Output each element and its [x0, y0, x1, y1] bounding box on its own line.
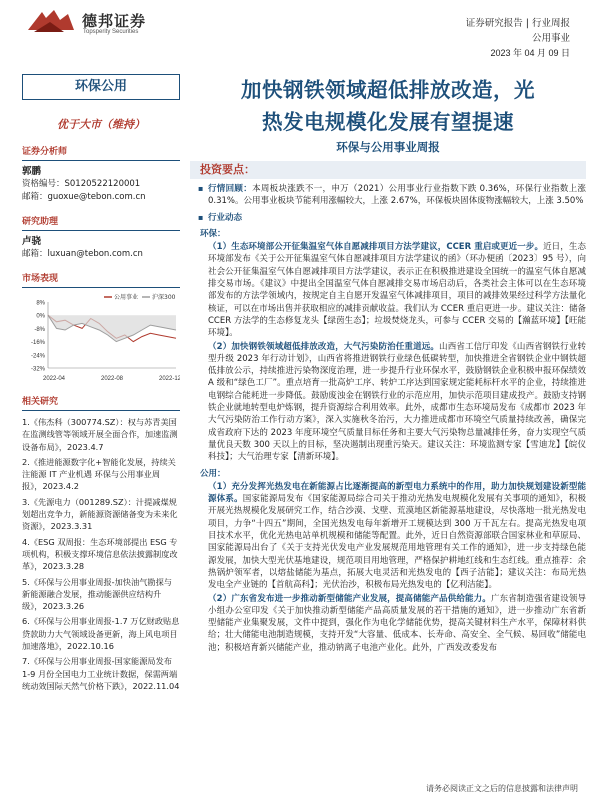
y-tick-label: -24% — [30, 353, 45, 360]
analyst-email[interactable]: 邮箱：guoxue@tebon.com.cn — [22, 192, 146, 202]
page-header — [0, 0, 600, 70]
y-tick-label: 8% — [36, 300, 45, 307]
report-meta — [466, 16, 570, 61]
y-tick-label: 0% — [36, 313, 45, 320]
page-footer: 请务必阅读正文之后的信息披露和法律声明 — [426, 784, 578, 793]
util-paragraph-1 — [208, 481, 586, 592]
brand-name: 德邦证券 — [82, 12, 147, 30]
report-date: 2023 年 04 月 09 日 — [490, 48, 570, 58]
util-paragraph-2 — [208, 593, 586, 654]
analyst-name: 郭鹏 — [22, 166, 42, 177]
util-p1-head: （1）充分发挥光热发电在新能源占比逐渐提高的新型电力系统中的作用，助力加快规划建设新型能源体系。 — [208, 481, 586, 505]
market-review-text: 本周板块涨跌不一，申万（2021）公用事业行业指数下跌 0.36%，环保行业指数上涨 0.31%。公用事业板块节能利用涨幅较大，上涨 2.67%，环保板块固体废物涨幅较大，上涨 3.50% — [208, 184, 586, 207]
y-tick-label: -32% — [30, 366, 45, 373]
report-type: 证券研究报告 | 行业周报 — [465, 18, 570, 29]
related-item[interactable]: 7.《环保与公用事业周报-国家能源局发布 1-9 月份全国电力工业统计数据，保需两端统动效国际天然气价格下跌》，2022.11.04 — [22, 656, 180, 691]
sidebar — [22, 74, 180, 695]
env-p1-head: （1）生态环境部公开征集温室气体自愿减排项目方法学建议，CCER 重启或更近一步。 — [208, 242, 544, 253]
main-content — [190, 74, 586, 654]
related-item[interactable]: 4.《ESG 双周报：生态环境部提出 ESG 专项机构，积极支撑环境信息依法披露制度改革》，2023.3.28 — [22, 536, 178, 572]
report-title-line2: 热发电规模化发展有望提速 — [262, 110, 514, 134]
industry-trend-label: 行业动态 — [208, 212, 243, 223]
env-p2-head: （2）加快钢铁领域超低排放改造，大气污染防治任重道远。 — [208, 341, 440, 352]
assistant-name: 卢骁 — [22, 236, 42, 247]
market-review — [200, 183, 586, 208]
report-title-line1: 加快钢铁领域超低排放改造，光 — [241, 78, 535, 102]
y-tick-label: -16% — [30, 340, 45, 347]
x-tick-label: 2022-12 — [158, 376, 180, 382]
investment-points-header: 投资要点： — [190, 161, 586, 179]
related-list — [22, 416, 180, 692]
related-item[interactable]: 6.《环保与公用事业周报-1.7 万亿财政贴息贷款助力大气领域设备更新，海上风电项目加速落地》，2022.10.16 — [22, 616, 180, 652]
industry-trend-head — [200, 212, 586, 224]
brand-name-en: Topsperity Securities — [83, 29, 139, 35]
related-section-title: 相关研究 — [22, 394, 180, 411]
x-tick-label: 2022-08 — [100, 376, 124, 382]
legend-label: 沪深300 — [152, 294, 176, 301]
env-section-head: 环保： — [200, 228, 226, 239]
related-item[interactable]: 2.《推进能源数字化+智能化发展，持续关注能源 IT 产业机遇 环保与公用事业周报》，2023.4.2 — [22, 456, 176, 492]
related-item[interactable]: 1.《伟杰科（300774.SZ）：权与苏青美国在监测线管等领域开展全面合作，加速监测设备布局》，2023.4.7 — [22, 417, 178, 452]
assistant-email[interactable]: 邮箱：luxuan@tebon.com.cn — [22, 249, 143, 259]
related-item[interactable]: 3.《先源电力（001289.SZ）：汁提减煤规划超出竞争力，新能源资源储备变为未来化资源》，2023.3.31 — [22, 496, 178, 532]
legend-label: 公用事业 — [114, 294, 139, 301]
x-tick-label: 2022-04 — [42, 376, 66, 382]
market-chart-svg — [22, 292, 180, 384]
analyst-section-title: 证券分析师 — [22, 144, 180, 161]
company-logo-icon — [24, 8, 79, 36]
env-p1-text: 近日，生态环境部发布《关于公开征集温室气体自愿减排项目方法学建议的函》（环办便函〔2023〕95 号），向社会公开征集温室气体自愿减排项目方法学建议，表示正在积极推进建设全国统一的温室气体自愿减排交易市场。《建议》中提出全国温室气体自愿减排交易市场启动后，各类社会主体可以在生态环境部发布的方法学领域内，按规定自主自愿开发温室气体减排项目，项目的减排效果经过科学方法量化核证，可以在市场出售并获取相应的减排贡献收益。我们认为 CCER 重启更进一步。建议关注：储备 CCER 方法学的生态修复龙头【绿茵生态】；垃圾焚烧龙头，可参与 CCER 交易的【瀚蓝环境】【旺能环境】。 — [208, 242, 586, 339]
report-subtitle: 环保与公用事业周报 — [336, 140, 440, 154]
env-paragraph-2 — [208, 341, 586, 464]
util-p2-text: 广东省制造强省建设领导小组办公室印发《关于加快推动新型储能产品高质量发展的若干措施的通知》，进一步推动广东省新型储能产业集聚发展，文件中提到，强化作为电化学储能优势，提高关键材料生产水平，保障材料供给；壮大储能电池制造规模，支持开发“大容量、低成本、长寿命、高安全、全气候、易回收”储能电池；积极培育新兴储能产业，推动钠离子电池产业化。此外，广西发改委发布 — [208, 593, 586, 653]
sector-label: 环保公用 — [22, 74, 180, 100]
related-item[interactable]: 5.《环保与公用事业周报-加快油气勘探与新能源融合发展，推动能源供应结构升级》，2023.3.26 — [22, 576, 172, 612]
market-chart — [22, 292, 180, 384]
market-section-title: 市场表现 — [22, 271, 180, 288]
report-section: 公用事业 — [531, 33, 570, 44]
y-tick-label: -8% — [34, 326, 45, 333]
market-review-head: 行情回顾： — [208, 184, 253, 194]
util-p1-text: 国家能源局发布《国家能源局综合司关于推动光热发电规模化发展有关事项的通知》，积极开展光热规模化发展研究工作，结合沙漠、戈壁、荒漠地区新能源基地建设，尽快落地一批光热发电项目，力争“十四五”期间，全国光热发电每年新增开工规模达到 300 万千瓦左右。提高光热发电项目技术水平，优化光热电站单机规模和储能等配置。此外，近日自然资源部联合国家林业和草原局、国家能源局出台了《关于支持光伏发电产业发展规范用地管理有关工作的通知》，进一步支持绿色能源发展，加快大型光伏基地建设，规范项目用地管理，严格保护耕地红线和生态红线。重点推荐：余热锅炉领军者，以熔盐储能为基点，拓展大电灵活和光热发电的【西子洁能】；建议关注：布局光热发电全产业链的【首航高科】；光伏治沙，积极布局光热发电的【亿利洁能】。 — [208, 494, 586, 591]
rating-label: 优于大市（维持） — [57, 118, 145, 131]
env-paragraph-1 — [208, 241, 586, 339]
util-section-head: 公用： — [200, 468, 226, 479]
env-p2-text: 山西省工信厅印发《山西省钢铁行业转型升级 2023 年行动计划》，山西省将推进钢铁行业绿色低碳转型，加快推进全省钢铁企业中钢铁超低排放公示，持续推进污染物深度治理，进一步提升行业环保水平，鼓励钢铁企业积极申报环保绩效 A 级和“绿色工厂”。重点培育一批高炉工序、转炉工序达到国家规定能耗标杆水平的企业，持续推进电钢综合能耗进一步降低。鼓励废浊金在钢铁行业的示范应用，加快示范项目建成投产。鼓励支持钢铁企业就地转型电炉炼钢，提升资源综合利用效率。此外，成都市生态环境局发布《成都市 2023 年大气污染防治工作行动方案》，深入实施秋冬治污，大力推进成都市环境空气质量持续改善，确保完成省政府下达的 2023 年度环境空气质量目标任务和主要大气污染物总量减排任务，奋力实现空气质量优良天数 300 天以上的目标，坚决遏制出现重污染天。建议关注：环境监测专家【雪迪龙】【皖仪科技】；大气治理专家【清新环境】。 — [208, 341, 586, 463]
util-p2-head: （2）广东省发布进一步推动新型储能产业发展，提高储能产品供给能力。 — [208, 593, 491, 604]
assistant-section-title: 研究助理 — [22, 214, 180, 231]
analyst-cert: 资格编号：S0120522120001 — [22, 179, 141, 189]
